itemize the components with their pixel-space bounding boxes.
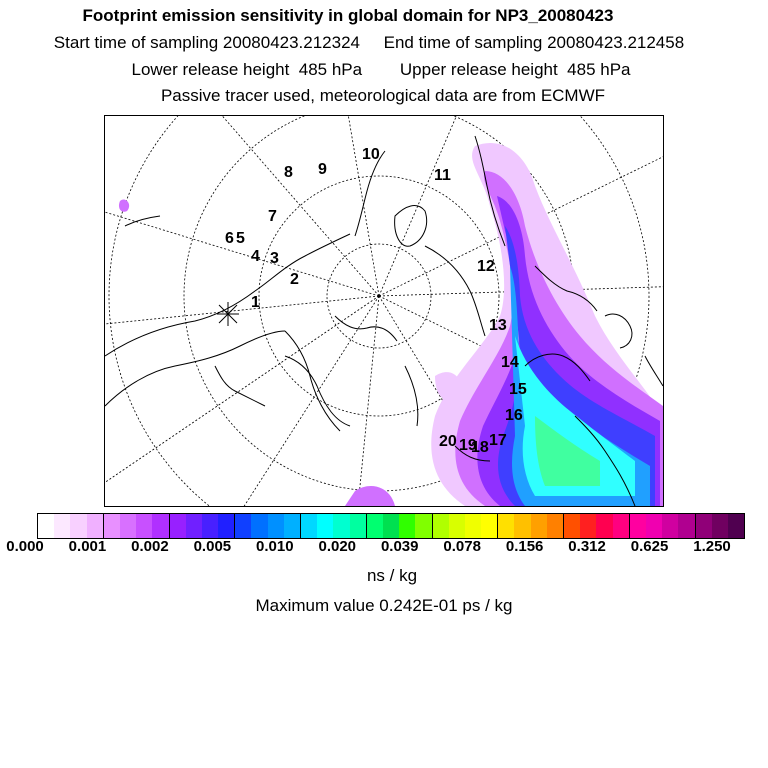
trajectory-label: 18: [471, 439, 489, 456]
colorbar-cell: [514, 514, 530, 538]
colorbar-tick-label: 0.001: [68, 538, 107, 555]
colorbar-cell: [300, 514, 317, 538]
maximum-value-label: Maximum value 0.242E-01 ps / kg: [255, 596, 513, 615]
colorbar-tick-label: 0.078: [443, 538, 481, 555]
trajectory-label: 17: [489, 432, 507, 449]
colorbar-cell: [103, 514, 120, 538]
trajectory-label: 20: [439, 433, 457, 450]
colorbar-cell: [350, 514, 366, 538]
colorbar-tick-label: 0.020: [318, 538, 357, 555]
colorbar-cell: [87, 514, 103, 538]
colorbar-cell: [202, 514, 218, 538]
meridian: [379, 116, 465, 296]
colorbar-cell: [234, 514, 251, 538]
colorbar-cell: [169, 514, 186, 538]
colorbar-cell: [383, 514, 399, 538]
trajectory-label: 13: [489, 317, 507, 334]
colorbar-cell: [284, 514, 300, 538]
colorbar-cell: [580, 514, 596, 538]
trajectory-label: 19: [459, 437, 477, 454]
colorbar-cell: [366, 514, 383, 538]
colorbar: [37, 513, 745, 539]
trajectory-label: 1: [251, 294, 260, 311]
colorbar-cell: [646, 514, 662, 538]
trajectory-label: 12: [477, 258, 495, 275]
colorbar-tick-label: 1.250: [693, 538, 731, 555]
colorbar-cell: [186, 514, 202, 538]
trajectory-label: 2: [290, 271, 299, 288]
colorbar-cell: [629, 514, 646, 538]
colorbar-tick-label: 0.010: [256, 538, 294, 555]
colorbar-cell: [662, 514, 678, 538]
map-title: Footprint emission sensitivity in global domain for NP3_20080423: [82, 6, 614, 25]
colorbar-tick-label: 0.039: [380, 538, 419, 555]
trajectory-label: 15: [509, 381, 527, 398]
colorbar-cell: [547, 514, 563, 538]
colorbar-tick-label: 0.625: [630, 538, 669, 555]
trajectory-label: 6: [225, 230, 234, 247]
colorbar-cell: [465, 514, 481, 538]
trajectory-label: 16: [505, 407, 523, 424]
trajectory-label: 7: [268, 208, 277, 225]
colorbar-cell: [333, 514, 349, 538]
map-panel: [104, 115, 664, 507]
meridian: [105, 206, 379, 296]
colorbar-cell: [563, 514, 580, 538]
colorbar-cell: [70, 514, 86, 538]
sampling-time-line: Start time of sampling 20080423.212324 End time of sampling 20080423.212458: [53, 33, 685, 52]
colorbar-cell: [712, 514, 728, 538]
colorbar-cell: [268, 514, 284, 538]
trajectory-label: 9: [318, 161, 327, 178]
trajectory-label: 11: [434, 167, 451, 184]
trajectory-label: 8: [284, 164, 293, 181]
trajectory-label: 4: [251, 248, 260, 265]
meridian: [105, 296, 379, 496]
colorbar-tick-label: 0.156: [505, 538, 544, 555]
release-height-line: Lower release height 485 hPa Upper release height 485 hPa: [131, 60, 631, 79]
colorbar-cell: [38, 514, 54, 538]
colorbar-cell: [136, 514, 152, 538]
units-label: ns / kg: [366, 566, 418, 585]
trajectory-label: 14: [501, 354, 519, 371]
colorbar-cell: [251, 514, 267, 538]
colorbar-cell: [415, 514, 431, 538]
colorbar-cell: [531, 514, 547, 538]
colorbar-cell: [317, 514, 333, 538]
tracer-info-line: Passive tracer used, meteorological data are from ECMWF: [160, 86, 606, 105]
colorbar-cell: [728, 514, 744, 538]
colorbar-cell: [596, 514, 612, 538]
colorbar-cell: [218, 514, 234, 538]
meridian: [205, 116, 379, 296]
colorbar-cell: [481, 514, 497, 538]
colorbar-cell: [120, 514, 136, 538]
colorbar-cell: [695, 514, 712, 538]
colorbar-tick-label: 0.312: [568, 538, 606, 555]
emission-plume: [119, 143, 663, 506]
trajectory-label: 3: [270, 250, 279, 267]
trajectory-label: 5: [236, 230, 245, 247]
colorbar-tick-label: 0.000: [6, 538, 44, 555]
colorbar-cell: [678, 514, 694, 538]
colorbar-cell: [399, 514, 415, 538]
colorbar-cell: [432, 514, 449, 538]
meridian: [345, 116, 379, 296]
polar-map: [105, 116, 663, 506]
colorbar-tick-labels: [0, 538, 768, 558]
colorbar-tick-label: 0.002: [131, 538, 169, 555]
colorbar-cell: [497, 514, 514, 538]
colorbar-cell: [449, 514, 465, 538]
colorbar-cell: [54, 514, 70, 538]
release-point-marker: [217, 302, 239, 326]
colorbar-cell: [152, 514, 168, 538]
trajectory-label: 10: [362, 146, 380, 163]
meridian: [225, 296, 379, 506]
colorbar-tick-label: 0.005: [193, 538, 232, 555]
colorbar-cell: [613, 514, 629, 538]
